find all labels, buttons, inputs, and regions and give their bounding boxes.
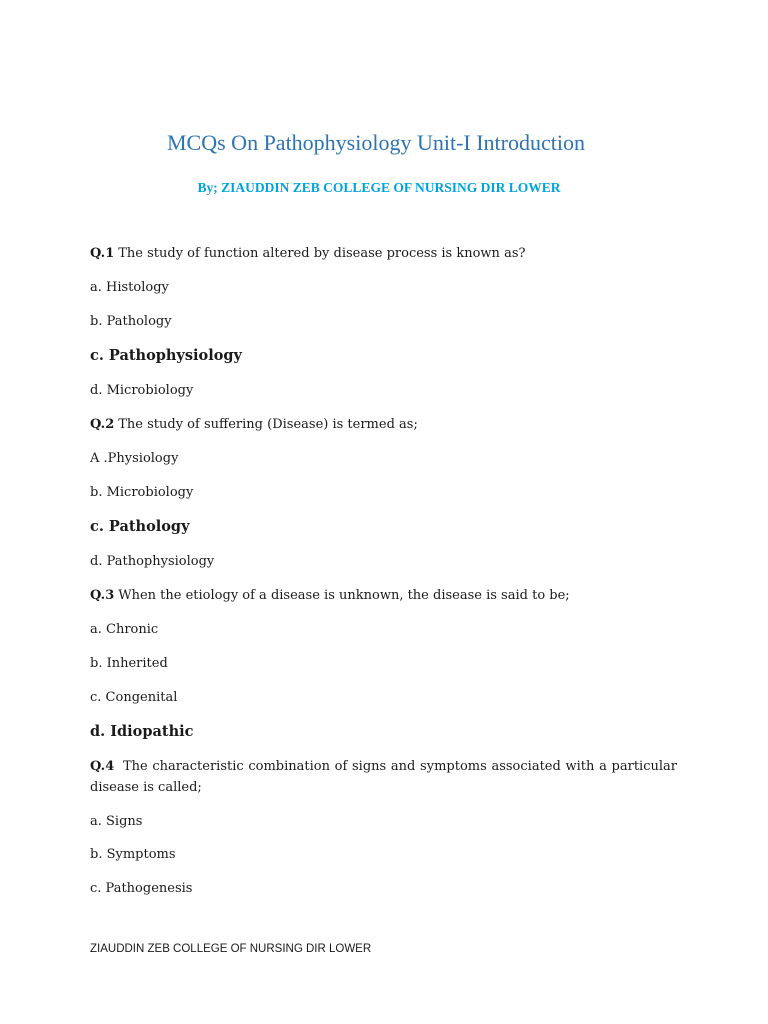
q1-option-c-correct: c. Pathophysiology: [90, 347, 242, 364]
question-2: [90, 417, 418, 433]
q3-option-b: b. Inherited: [90, 656, 168, 671]
page-footer: ZIAUDDIN ZEB COLLEGE OF NURSING DIR LOWER: [90, 943, 372, 955]
q3-option-c: c. Congenital: [90, 690, 178, 705]
question-text: The characteristic combination of signs and symptoms associated with a particular disease is called;: [90, 759, 677, 795]
document-title: MCQs On Pathophysiology Unit-I Introduction: [167, 130, 585, 155]
q3-option-d-correct: d. Idiopathic: [90, 723, 194, 740]
q1-option-a: a. Histology: [90, 280, 169, 295]
question-number: Q.1: [90, 246, 115, 261]
question-4: [90, 756, 677, 798]
question-number: Q.4: [90, 759, 115, 774]
q4-option-b: b. Symptoms: [90, 847, 176, 862]
question-number: Q.3: [90, 588, 115, 603]
q2-option-b: b. Microbiology: [90, 485, 194, 500]
q2-option-c-correct: c. Pathology: [90, 518, 190, 535]
q2-option-a: A .Physiology: [90, 451, 179, 466]
document-byline: By; ZIAUDDIN ZEB COLLEGE OF NURSING DIR LOWER: [197, 180, 561, 195]
question-text: The study of function altered by disease process is known as?: [118, 246, 526, 261]
q2-option-d: d. Pathophysiology: [90, 554, 215, 569]
question-1: [90, 246, 525, 262]
q3-option-a: a. Chronic: [90, 622, 159, 637]
question-number: Q.2: [90, 417, 115, 432]
question-3: [90, 588, 570, 604]
question-text: When the etiology of a disease is unknown, the disease is said to be;: [118, 588, 570, 603]
q1-option-d: d. Microbiology: [90, 383, 194, 398]
question-text: The study of suffering (Disease) is termed as;: [118, 417, 418, 432]
q1-option-b: b. Pathology: [90, 314, 172, 329]
q4-option-c: c. Pathogenesis: [90, 881, 193, 896]
q4-option-a: a. Signs: [90, 814, 143, 829]
